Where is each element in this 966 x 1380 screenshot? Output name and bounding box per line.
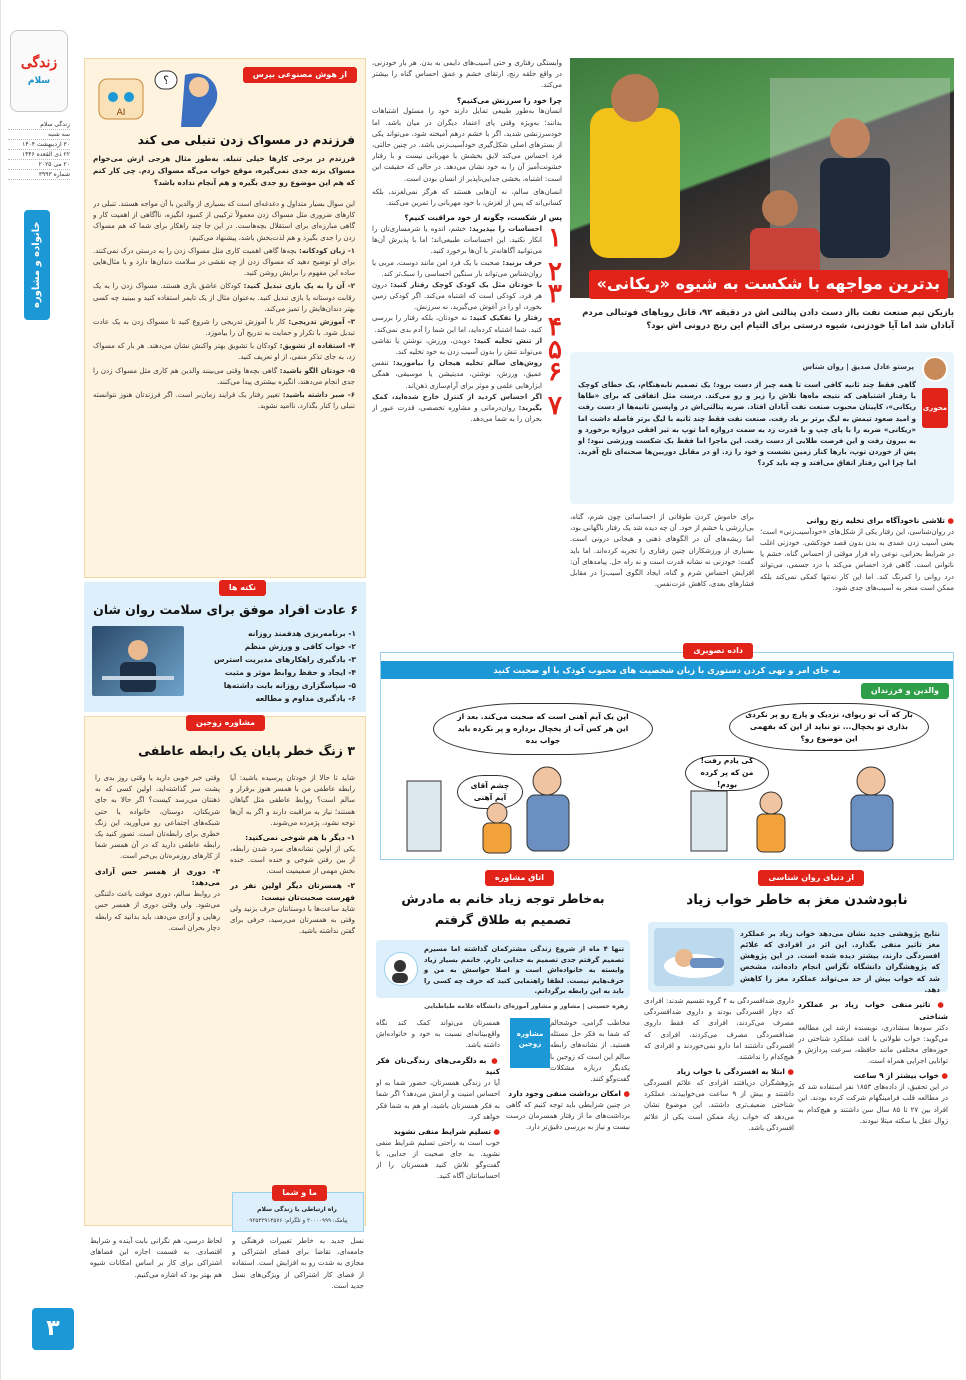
mother-col2-c: خوب است به راحتی تسلیم شرایط منفی نشوید. به جای صحبت از جدایی، با گفت‌وگو تلاش کنید همسرتان را از احساساتتان آگاه کنید. [376, 1138, 500, 1181]
main-intro: وابستگی رفتاری و حتی آسیب‌های دایمی به بدن. هر بار خودزنی، در واقع حلقه رنج، ارتقای خشم و عمق احساس گناه را بیشتر می‌کند. [372, 59, 562, 90]
author-avatar [922, 356, 948, 382]
hero-box-text: گاهی فقط چند ثانیه کافی است تا همه چیز از دست برود؛ یک تصمیم نابه‌هنگام، یک خطای کوچک یا رفتار اشتباهی که نتیجه ماه‌ها تلاش را زیر و رو می‌کند. درست مثل اتفاقی که برای «طاها ریکانی»، کاپیتان محبوب صنعت نفت آبادان افتاد. ضربه پنالتی‌اش در واپسین ثانیه‌ها از دست رفت و امید صعود تیمش به لیگ برتر بر باد رفت. صنعت نفت فقط چند ثانیه با لیگ برتر فاصله داشت اما «ریکانی» ضربه را با پای چپ و با قدرت زد به سمت دروازه اما توپ به تیر افقی دروازه برخورد و به بیرون رفت و این فرصت طلایی از دست رفت. این ماجرا اما فقط یک شکست ورزشی نبود؛ او پس از خوردن توپ، بارها کنار زمین نشست و خود را زد. او در مقابل دوربین‌ها صحنه‌ای تلخ آفرید. اما چرا این رفتار اتفاق می‌افتد و چه باید کرد؟ [578, 381, 916, 468]
hero-badge: محوری [922, 388, 948, 428]
step-text: تنفس عمیق، ورزش، نوشتن، مدیتیشن یا موسیقی، همگی ابزارهایی علمی و موثر برای آرام‌سازی ذهن‌اند. [372, 359, 542, 390]
bottom-tail-left: لحاظ درسی، هم نگرانی بابت آینده و شرایط اقتصادی. به قسمت اجاره این فضاهای اشتراکی برای کار بر اساس امکانات شیوه هم بهتر بود که اشاره می‌کنیم. [90, 1237, 222, 1279]
cartoon-title: به جای امر و نهی کردن دستوری با زبان شخصیت های محبوب کودک با او صحبت کنید [381, 661, 953, 679]
relationship-intro: شاید تا حالا از خودتان پرسیده باشید: آیا رابطه عاطفی من با همسر هنوز برقرار و سالم است؟ روابط عاطفی مثل گیاهان هستند؛ نیاز به مراقبت دارند و اگر به آن‌ها توجه نشود، پژمرده می‌شوند. [230, 774, 355, 827]
mother-question: تنها ۴ ماه از شروع زندگی مشترکمان گذاشته اما مسیرم تصمیم گرفتم جدی تصمیم به جدایی دارم. خانمم بسیار زیاد وابسته به خانواده‌اش است و اصلا حواسش به من و حرف‌هایم نیست. لطفا راهنمایی کنید که حرف چه کسی را باید به این رابطه برگردانم. [424, 945, 624, 996]
question-icon [384, 952, 418, 986]
step-title: از تنش تخلیه کنید: [473, 336, 543, 345]
main-article-col-a [372, 58, 562, 508]
relationship-tag: مشاوره زوجین [186, 715, 265, 731]
hero-headline-banner [570, 268, 954, 300]
mother-col2-title2 [376, 1126, 500, 1138]
step-text: نه خودتان، بلکه رفتار را بررسی کنید. شما اشتباه کرده‌اید، اما این شما را آدم بدی نمی‌کند. [372, 314, 542, 334]
relationship-sub: ۲- همسرتان دیگر اولین نفر در فهرست صحبت‌تان نیست: [230, 881, 355, 903]
masthead-line: سه شنبه [8, 130, 70, 140]
cartoon-section [380, 646, 954, 860]
panel-right [671, 701, 947, 855]
speech-bubble: کی یادم رفت! من که پر کرده بودم! [685, 755, 769, 791]
step-title: رفتار را تفکیک کنید: [469, 314, 542, 323]
step-number: ۴ [548, 312, 562, 343]
brain-tag: از دنیای روان شناسی [758, 870, 864, 886]
step-title: اگر احساس کردید از کنترل خارج شده‌اید، کمک بگیرید: [372, 392, 542, 412]
habits-headline: ۶ عادت افراد موفق برای سلامت روان شان [93, 602, 358, 617]
mother-col2-b: آیا در زندگی همسرتان، حضور شما به او احساس امنیت و آرامش می‌دهد؟ اگر شما به فکر همسرتان باشید، او هم به شما فکر خواهد کرد. [376, 1079, 500, 1121]
contact-line2[interactable]: پیامک: ۳۰۰۰۰۹۹۹ و تلگرام: ۰۹۳۵۴۳۹۱۴۵۷۶ [246, 1218, 348, 1224]
step-text: روان‌درمانی و مشاوره تخصصی، قدرت عبور از بحران را به شما می‌دهد. [372, 403, 542, 424]
ai-tip [93, 317, 355, 339]
col2-title [760, 515, 954, 527]
step-number: ۲ [548, 256, 562, 287]
ai-tip-title: ۲- آن را به یک بازی تبدیل کنید: [243, 282, 355, 291]
ai-tip [93, 390, 355, 412]
step-number: ۵ [548, 334, 562, 365]
brain-illustration [654, 928, 734, 986]
relationship-sub: ۱- دیگر با هم شوخی نمی‌کنید: [245, 832, 355, 842]
col2-text: در روان‌شناسی، این رفتار یکی از شکل‌های «خودآسیب‌زنی» است؛ یعنی آسیب زدن عمدی به بدن بدون قصد خودکشی. خودزنی اغلب در شرایط بحرانی، نوعی راه فرار موقتی از احساس گناه، خشم یا ناتوانی است. گاهی فرد احساس می‌کند با درد جسمی، می‌تواند درد روانی را کمرنگ کند. اما این کار نه‌تنها کمکی نمی‌کند بلکه ممکن است منجر به آسیب‌های جدی شود. [760, 527, 954, 592]
masthead-line: زندگی سلام [8, 120, 70, 130]
ai-article-question: فرزندم در برخی کارها خیلی تنبله. به‌طور مثال هرجی ازش می‌خوام مسواک بزنه جدی نمی‌گیره، موقع خواب می‌گه مسواک زدم. چی کار کنم که هم این موضوع رو جدی بگیره و هم آنجام نداده باشد؟ [93, 154, 355, 188]
contact-box [232, 1188, 364, 1232]
hero-photo[interactable] [570, 58, 954, 298]
step-item [372, 224, 562, 258]
mother-col1-title [506, 1088, 630, 1100]
bullet-dot: ● [930, 1000, 948, 1009]
habit-item: ۱- برنامه‌ریزی هدفمند روزانه [248, 629, 356, 638]
mother-author: زهره حسینی | مشاور و مشاور آموزه‌ای دانشگاه علامه طباطبایی [424, 1002, 628, 1010]
ai-article-headline: فرزندم در مسواک زدن تنبلی می کند [137, 133, 355, 147]
col2-title-text: تلاشی ناخودآگاه برای تخلیه رنج روانی [806, 516, 945, 525]
bullet-dot: ● [944, 516, 954, 525]
ai-tip [93, 246, 355, 280]
ai-tip-title: ۵- خودتان الگو باشید: [279, 366, 355, 375]
main-q1: چرا خود را سرزنش می‌کنیم؟ [456, 95, 562, 105]
bullet-dot: ● [784, 1067, 794, 1077]
mother-col2-text: همسرتان می‌تواند کمک کند نگاه واقع‌بینانه‌ای نسبت به خود و خانواده‌اش داشته باشد. [376, 1019, 500, 1050]
bottom-tail-right: نسل جدید به خاطر تغییرات فرهنگی و جامعه‌ای، تقاضا برای فضای اشتراکی و مجازی به شدت رو به افزایش است. استفاده از فضای کار اشتراکی از ویژگی‌های نسل جدید است. [232, 1237, 364, 1290]
brain-col-left [644, 996, 794, 1366]
brain-article [640, 870, 954, 1370]
step-title: روش‌های سالم تخلیه هیجان را بیاموزید: [393, 359, 542, 368]
page-number: ۳ [32, 1308, 74, 1350]
main-q2: پس از شکست، چگونه از خود مراقبت کنیم؟ [404, 213, 562, 223]
cartoon-figures-right [671, 761, 947, 855]
relationship-sub-text: یکی از اولین نشانه‌های سرد شدن رابطه، از بین رفتن شوخی و خنده است. خنده بخش مهمی از صمیمیت است. [230, 844, 355, 876]
mother-col1-b: در چنین شرایطی باید توجه کنیم که گاهی برداشت‌های ما از رفتار همسرمان درست نیست و نیاز به بررسی دقیق‌تر دارد. [506, 1100, 630, 1132]
brain-lede: نتایج پژوهشی جدید نشان می‌دهد خواب زیاد بر عملکرد مغز تاثیر منفی بگذارد. این اثر در افرادی که علائم افسردگی دارند، بیشتر دیده شده است. در این پژوهش که پژوهشگران دانشگاه تگزاس انجام داده‌اند، مشخص شد که خواب بیش از حد می‌تواند عملکرد مغز را کاهش دهد. [740, 929, 940, 994]
left-rail [0, 0, 78, 1380]
ai-article-body [93, 199, 355, 571]
ai-article [84, 58, 366, 578]
habits-tag: نکته ها [219, 580, 266, 596]
brain-col1-b: در این تحقیق، از داده‌های ۱۸۵۳ نفر استفاده شد که در مطالعه قلب فرامینگهام شرکت کرده بودند. این افراد بین ۲۷ تا ۸۵ سال سن داشتند و هیچ‌کدام به زوال عقل یا سکته مبتلا نبودند. [798, 1083, 948, 1125]
masthead-line: ۳۰ اردیبهشت ۱۴۰۴ [8, 140, 70, 150]
bullet-dot: ● [490, 1127, 500, 1136]
panel-left [387, 701, 663, 855]
mother-tag: اتاق مشاوره [485, 870, 554, 886]
ai-tip-text: تغییر رفتار یک فرایند زمان‌بر است. اگر فرزندتان هنوز نتوانسته تنبلی را کنار بگذارد، ناامید نشوید. [93, 391, 355, 411]
speech-bubble: بار که آب تو ریوای، نزدیک و پارچ رو پر نکردی بذاری تو یخچال... تو نباید از این که بفهمی این موضوع رو؟ [729, 703, 929, 751]
ai-tip-title: ۴- استفاده از تشویق: [279, 342, 355, 351]
mother-col-left [376, 1018, 500, 1366]
brain-col1-title [798, 999, 948, 1023]
masthead-line: ۲۰ می ۲۰۲۵ [8, 160, 70, 170]
ai-tip-title: ۶- صبر داشته باشید: [282, 391, 355, 399]
habits-list [196, 628, 356, 705]
ai-tip [93, 366, 355, 388]
hero-box [570, 352, 954, 504]
mother-col2-title2-text: تسلیم شرایط منفی نشوید [393, 1127, 491, 1136]
step-item [372, 392, 562, 426]
habit-item: ۲- خواب کافی و ورزش منظم [244, 641, 356, 651]
step-title: حرف بزنید: [502, 258, 543, 267]
col3-text: برای خاموش کردن طوفانی از احساساتی چون شرم، گناه، بی‌ارزشی یا خشم از خود. آن چه دیده شد یک رفتار ناگهانی بود، اما ریشه‌های آن در الگوهای ذهنی و هیجانی درونی است. بسیاری از ورزشکاران چنین رفتاری را تجربه کرده‌اند. اما باید گفت: خودزنی نه نشانه قدرت است و نه راه حل. پیامدهای آن: افزایش احساس شرم و گناه، ایجاد الگوی آسیب‌زا در مقابل فشارهای بعدی، کاهش عزت‌نفس. [570, 513, 754, 589]
brain-headline: نابودشدن مغز به خاطر خواب زیاد [686, 892, 908, 908]
relationship-col-right [230, 773, 355, 1213]
brain-col2-text: داروی ضدافسردگی به ۴ گروه تقسیم شدند: افرادی که دچار افسردگی بودند و داروی ضدافسردگی مصرف می‌کردند، افرادی که فقط داروی ضدافسردگی مصرف می‌کردند، افرادی که افسردگی داشتند اما دارو نمی‌خوردند و افرادی که هیچ‌کدام را نداشتند. [644, 997, 794, 1061]
ai-article-tag: از هوش مصنوعی بپرس [243, 67, 357, 83]
logo-word-bottom: سلام [27, 75, 51, 86]
habits-box [84, 582, 366, 712]
newspaper-logo[interactable] [10, 30, 68, 112]
hero-headline: بدترین مواجهه با شکست به شیوه «ریکانی» [589, 270, 948, 299]
step-text: دویدن، ورزش، نوشتن یا نقاشی می‌تواند تنش را بدون آسیب زدن به خود تخلیه کند. [372, 336, 542, 356]
masthead-info [8, 120, 70, 180]
svg-text:؟: ؟ [163, 74, 169, 87]
ai-article-intro: این سوال بسیار متداول و دغدغه‌ای است که بسیاری از والدین با آن مواجه هستند. تنبلی در کارهای ضروری مثل مسواک زدن معمولاً ترکیبی از کمبود انگیزه، ناآگاهی از اهمیت کار و گاهی مبارزه‌ای برای استقلال بچه‌هاست. در این جا چند راهکار برای شما که هم مسواک زدن را جدی بگیرد و هم لذت‌بخش باشد، پیشنهاد می‌کنیم: [93, 200, 355, 242]
mother-col-right [506, 1018, 630, 1366]
ai-tip-text: کودکان عاشق بازی هستند. مسواک زدن را به یک رقابت دوستانه یا بازی تبدیل کنید. به‌عنوان مثال از یک تایمر استفاده کنید و ببینید چه کسی بهتر دندان‌هایش را تمیز می‌کند. [93, 282, 355, 313]
mother-article [372, 870, 634, 1370]
main-p2: انسان‌های سالم، نه آن‌هایی هستند که هرگز نمی‌لغزند، بلکه کسانی‌اند که پس از لغزش، با خود مهربانی را تمرین می‌کنند. [372, 187, 562, 207]
robot-illustration [95, 65, 235, 131]
bullet-dot: ● [620, 1089, 630, 1099]
step-number: ۳ [548, 278, 562, 309]
hero-author: پرستو عادل صدیق | روان شناس [802, 363, 914, 371]
svg-text:AI: AI [116, 108, 126, 118]
relationship-headline: ۳ زنگ خطر پایان یک رابطه عاطفی [138, 743, 355, 758]
habit-item: ۵- سپاسگزاری روزانه بابت داشته‌ها [223, 680, 356, 690]
relationship-sub: ۳- دوری از همسر حس آزادی می‌دهد: [95, 866, 220, 888]
main-article-col-b [760, 512, 954, 647]
ai-tip-title: ۱- زبان کودکانه: [299, 246, 355, 255]
ai-tip-text: بچه‌ها گاهی اهمیت کاری مثل مسواک زدن را به درستی درک نمی‌کنند. برای او توضیح دهید که مسواک زدن از چه نقشی در سلامت دندان‌ها دارد و با مثال‌هایی ساده این مفهوم را برایش روشن کنید. [93, 246, 355, 278]
cartoon-figures-left [387, 761, 663, 855]
section-tab[interactable]: خانواده و مشاوره [24, 210, 50, 320]
bullet-dot: ● [486, 1055, 500, 1065]
brain-col1-title-text: تاثیر منفی خواب زیاد بر عملکرد شناختی [798, 1000, 948, 1021]
step-text: صحبت با یک فرد امن مانند دوست، مربی یا روان‌شناس می‌تواند بار سنگین احساسی را سبک‌تر کند. [372, 258, 542, 278]
relationship-sub-text: در روابط سالم، دوری موقت باعث دلتنگی می‌شود. ولی وقتی دوری از همسر حس رهایی و آزادی می‌دهد، باید بدانید که رابطه دچار بحران است. [95, 890, 220, 932]
masthead-line: شماره ۳۹۹۳ [8, 170, 70, 180]
main-p1: انسان‌ها به‌طور طبیعی تمایل دارند خود را مسئول اشتباهات بدانند؛ به‌ویژه وقتی پای اعتماد دیگران در میان باشد. اما خودسرزنشی شدید، اگر با خشم درهم آمیخته شود، می‌تواند یکی از بسترهای اصلی شکل‌گیری خودآسیب‌زنی باشد. در چنین حالتی، فرد احساس می‌کند لایق بخشش یا مهربانی نیست و با رفتار خشونت‌آمیز آن را به خود نشان می‌دهد. در حالی که حقیقت این است: اشتباه، بخشی جدایی‌ناپذیر از انسان بودن است. [372, 107, 562, 183]
habits-photo [92, 626, 184, 696]
mother-headline: به‌خاطر توجه زیاد خانم به مادرش تصمیم به طلاق گرفتم [401, 891, 605, 928]
mother-col1-text: مخاطب گرامی، خوشحالم که شما به فکر حل مسئله هستید. از نشانه‌های رابطه سالم این است که زوجین با یکدیگر درباره مشکلات گفت‌وگو کنند. [550, 1019, 630, 1083]
habit-item: ۳- یادگیری راهکارهای مدیریت استرس [213, 654, 356, 664]
bullet-dot: ● [938, 1071, 948, 1081]
step-item [372, 280, 562, 314]
mother-badge-wrap [510, 1018, 550, 1068]
brain-col-right [798, 996, 948, 1366]
brain-col1-title2 [798, 1070, 948, 1082]
speech-bubble: این یک آیم آهنی است که صحبت می‌کند. بعد از این هر کس آب از یخچال برداره و پر نکرده باید جواب بده [433, 703, 653, 755]
ai-tip-text: گاهی بچه‌ها وقتی می‌بینند والدین هم کاری مثل مسواک زدن را جدی انجام می‌دهند، انگیزه بیشتری پیدا می‌کنند. [93, 366, 355, 386]
mother-col1-title-text: امکان برداشت منفی وجود دارد [508, 1089, 621, 1099]
step-title: احساسات را بپذیرید: [469, 224, 542, 233]
step-number: ۷ [548, 390, 562, 421]
speech-bubble: چشم آقای آیم آهنی [457, 775, 523, 809]
mother-col2-title [376, 1055, 500, 1079]
habit-item: ۶- یادگیری مداوم و مطالعه [255, 693, 356, 703]
step-number: ۶ [548, 357, 562, 388]
mother-badge: مشاوره زوجین [516, 1030, 544, 1048]
ai-tip-text: کودکان با تشویق بهتر واکنش نشان می‌دهند. هر بار که مسواک زد، به جای تذکر منفی، از او تعریف کنید. [93, 342, 355, 362]
brain-col1-title2-text: خواب بیشتر از ۹ ساعت [853, 1071, 939, 1081]
brain-col2-b: پژوهشگران دریافتند افرادی که علائم افسردگی داشتند و بیش از ۹ ساعت می‌خوابیدند، عملکرد شناختی ضعیف‌تری داشتند. این موضوع نشان می‌دهد که خواب زیاد ممکن است یکی از علائم افسردگی باشد. [644, 1078, 794, 1132]
relationship-article [84, 716, 366, 1226]
step-item [372, 358, 562, 392]
hero-lede: بازیکن تیم صنعت نفت بااز دست دادن پنالتی اش در دقیقه ۹۲، قاتل رویاهای فوتبالی مردم آبادان شد اما آیا خودزنی، شیوه درستی برای التیام این رنج درونی اش بود؟ [582, 307, 954, 331]
relationship-sub-text: شاید ساعت‌ها با دوستانتان حرف بزنید ولی وقتی به همسرتان می‌رسید، حرفی برای گفتن نداشته باشید. [230, 905, 355, 936]
ai-tip-title: ۳- آموزش تدریجی: [288, 317, 355, 326]
ai-tip [93, 281, 355, 315]
main-article-col-c [570, 512, 754, 647]
cartoon-subtag: والدین و فرزندان [861, 683, 949, 699]
masthead-line: ۲۲ ذی القعده ۱۴۴۶ [8, 150, 70, 160]
brain-lede-box [648, 922, 948, 992]
ai-tip-text: کار با آموزش تدریجی را شروع کنید تا مسواک زدن به یک عادت تبدیل شود. با تکرار و حمایت به تدریج آن را بیاموزد. [93, 317, 355, 338]
brain-col2-title [644, 1066, 794, 1078]
mother-question-box [376, 940, 630, 998]
cartoon-tag: داده تصویری [683, 643, 753, 659]
relationship-col-left [95, 773, 220, 1213]
step-text: درون هر فرد، کودکی است که اشتباه می‌کند. اگر کودکی زمین بخورد، او را در آغوش می‌گیرید، نه سرزنش. [372, 280, 542, 312]
ai-tip [93, 341, 355, 363]
contact-line1: راه ارتباطی با زندگی سلام [257, 1206, 337, 1213]
brain-col2-title-text: ابتلا به افسردگی با خواب زیاد [676, 1067, 785, 1077]
mother-col2-title-text: به دلگرمی‌های زندگی‌تان فکر کنید [376, 1055, 500, 1077]
logo-word-top: زندگی [20, 55, 58, 72]
relationship-col1-text: وقتی خبر خوبی دارید یا وقتی روز بدی را پشت سر گذاشته‌اید، اولین کسی که به ذهنتان می‌رسد کیست؟ اگر حالا به جای شریکتان، دوستان، خانواده یا حتی شبکه‌های اجتماعی رو می‌آورید، این زنگ خطری برای رابطه‌تان است. تصور کنید یک رابطه عاطفی دارید که در آن همسر شما از کارهای روزمره‌تان بی‌خبر است. [95, 774, 220, 861]
habit-item: ۴- ایجاد و حفظ روابط موثر و مثبت [224, 667, 356, 677]
step-title: با خودتان مثل یک کودک کوچک رفتار کنید: [390, 280, 542, 289]
step-text: خشم، اندوه یا شرمساری‌تان را انکار نکنید. این احساسات طبیعی‌اند؛ اما با پذیرش آن‌ها می‌توانید آگاهانه‌تر با آن‌ها برخورد کنید. [372, 224, 542, 256]
contact-tag: ما و شما [272, 1185, 327, 1201]
brain-col1-text: دکتر سودها سشادری، نویسنده ارشد این مطالعه می‌گوید: خواب طولانی با افت عملکرد شناختی در حوزه‌های مختلفی مانند حافظه، سرعت پردازش و توانایی اجرایی همراه است. [798, 1023, 948, 1066]
step-number: ۱ [548, 222, 562, 253]
